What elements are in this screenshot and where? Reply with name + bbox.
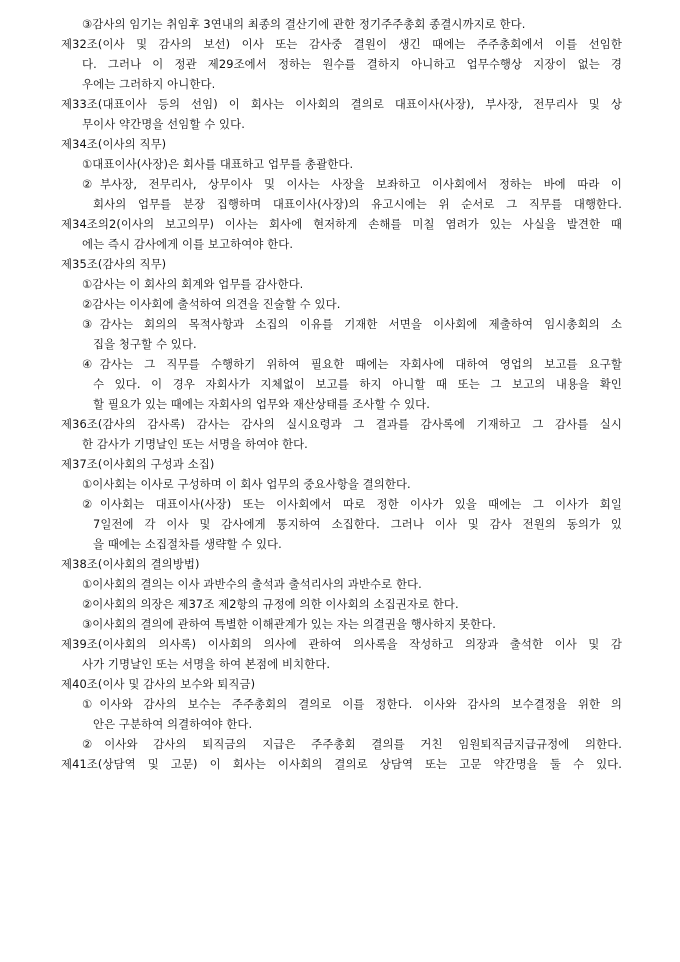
text-line-a32-2: 다. 그러나 이 정관 제29조에서 정하는 원수를 결하지 아니하고 업무수행상 지장이 없는 경 — [82, 57, 622, 71]
text-line-a33-1: 제33조(대표이사 등의 선임) 이 회사는 이사회의 결의로 대표이사(사장), 부사장, 전무리사 및 상 — [61, 97, 622, 111]
text-line-a34-p2b: 회사의 업무를 분장 집행하며 대표이사(사장)의 유고시에는 위 순서로 그 직무를 대행한다. — [93, 197, 622, 211]
text-line-a35-p4a: ④감사는 그 직무를 수행하기 위하여 필요한 때에는 자회사에 대하여 영업의 보고를 요구할 — [82, 357, 622, 371]
text-line-a38-h: 제38조(이사회의 결의방법) — [61, 557, 200, 571]
text-line-a37-h: 제37조(이사회의 구성과 소집) — [61, 457, 215, 471]
text-line-a32-1: 제32조(이사 및 감사의 보선) 이사 또는 감사중 결원이 생긴 때에는 주주총회에서 이를 선임한 — [61, 37, 622, 51]
text-line-a38-p3: ③이사회의 결의에 관하여 특별한 이해관계가 있는 자는 의결권을 행사하지 못한다. — [82, 617, 496, 631]
text-line-a40-p1b: 안은 구분하여 의결하여야 한다. — [93, 717, 253, 731]
text-line-a37-p2a: ②이사회는 대표이사(사장) 또는 이사회에서 따로 정한 이사가 있을 때에는 그 이사가 회일 — [82, 497, 622, 511]
text-line-a34-h: 제34조(이사의 직무) — [61, 137, 167, 151]
text-line-a35-p4b: 수 있다. 이 경우 자회사가 지체없이 보고를 하지 아니할 때 또는 그 보고의 내용을 확인 — [93, 377, 622, 391]
text-line-a37-p2c: 을 때에는 소집절차를 생략할 수 있다. — [93, 537, 282, 551]
text-line-a32-3: 우에는 그러하지 아니한다. — [82, 77, 216, 91]
text-line-a35-p1: ①감사는 이 회사의 회계와 업무를 감사한다. — [82, 277, 304, 291]
document-page — [0, 14, 680, 774]
text-line-a35-p3a: ③감사는 회의의 목적사항과 소집의 이유를 기재한 서면을 이사회에 제출하여 임시총회의 소 — [82, 317, 622, 331]
text-line-a34-p2a: ②부사장, 전무리사, 상무이사 및 이사는 사장을 보좌하고 이사회에서 정하는 바에 따라 이 — [82, 177, 622, 191]
text-line-a31-p3: ③감사의 임기는 취임후 3연내의 최종의 결산기에 관한 정기주주총회 종결시까지로 한다. — [82, 17, 526, 31]
text-line-a40-h: 제40조(이사 및 감사의 보수와 퇴직금) — [61, 677, 256, 691]
text-line-a37-p1: ①이사회는 이사로 구성하며 이 회사 업무의 중요사항을 결의한다. — [82, 477, 411, 491]
text-line-a38-p2: ②이사회의 의장은 제37조 제2항의 규정에 의한 이사회의 소집권자로 한다. — [82, 597, 459, 611]
text-line-a39-1: 제39조(이사회의 의사록) 이사회의 의사에 관하여 의사록을 작성하고 의장과 출석한 이사 및 감 — [61, 637, 622, 651]
text-line-a34b-1: 제34조의2(이사의 보고의무) 이사는 회사에 현저하게 손해를 미칠 염려가 있는 사실을 발견한 때 — [61, 217, 622, 231]
text-line-a35-h: 제35조(감사의 직무) — [61, 257, 167, 271]
text-line-a36-2: 한 감사가 기명날인 또는 서명을 하여야 한다. — [82, 437, 308, 451]
text-line-a39-2: 사가 기명날인 또는 서명을 하여 본점에 비치한다. — [82, 657, 331, 671]
text-line-a38-p1: ①이사회의 결의는 이사 과반수의 출석과 출석리사의 과반수로 한다. — [82, 577, 422, 591]
text-line-a41-1: 제41조(상담역 및 고문) 이 회사는 이사회의 결의로 상담역 또는 고문 약간명을 둘 수 있다. — [61, 757, 622, 771]
text-line-a36-1: 제36조(감사의 감사록) 감사는 감사의 실시요령과 그 결과를 감사록에 기재하고 그 감사를 실시 — [61, 417, 622, 431]
text-line-a33-2: 무이사 약간명을 선임할 수 있다. — [82, 117, 245, 131]
text-line-a40-p2: ②이사와 감사의 퇴직금의 지급은 주주총회 결의를 거친 임원퇴직금지급규정에 의한다. — [82, 737, 622, 751]
text-line-a35-p3b: 집을 청구할 수 있다. — [93, 337, 197, 351]
text-line-a35-p4c: 할 필요가 있는 때에는 자회사의 업무와 재산상태를 조사할 수 있다. — [93, 397, 430, 411]
text-line-a40-p1a: ①이사와 감사의 보수는 주주총회의 결의로 이를 정한다. 이사와 감사의 보수결정을 위한 의 — [82, 697, 622, 711]
text-line-a35-p2: ②감사는 이사회에 출석하여 의견을 진술할 수 있다. — [82, 297, 341, 311]
text-line-a34b-2: 에는 즉시 감사에게 이를 보고하여야 한다. — [82, 237, 294, 251]
text-line-a34-p1: ①대표이사(사장)은 회사를 대표하고 업무를 총괄한다. — [82, 157, 354, 171]
text-line-a37-p2b: 7일전에 각 이사 및 감사에게 통지하여 소집한다. 그러나 이사 및 감사 전원의 동의가 있 — [93, 517, 622, 531]
